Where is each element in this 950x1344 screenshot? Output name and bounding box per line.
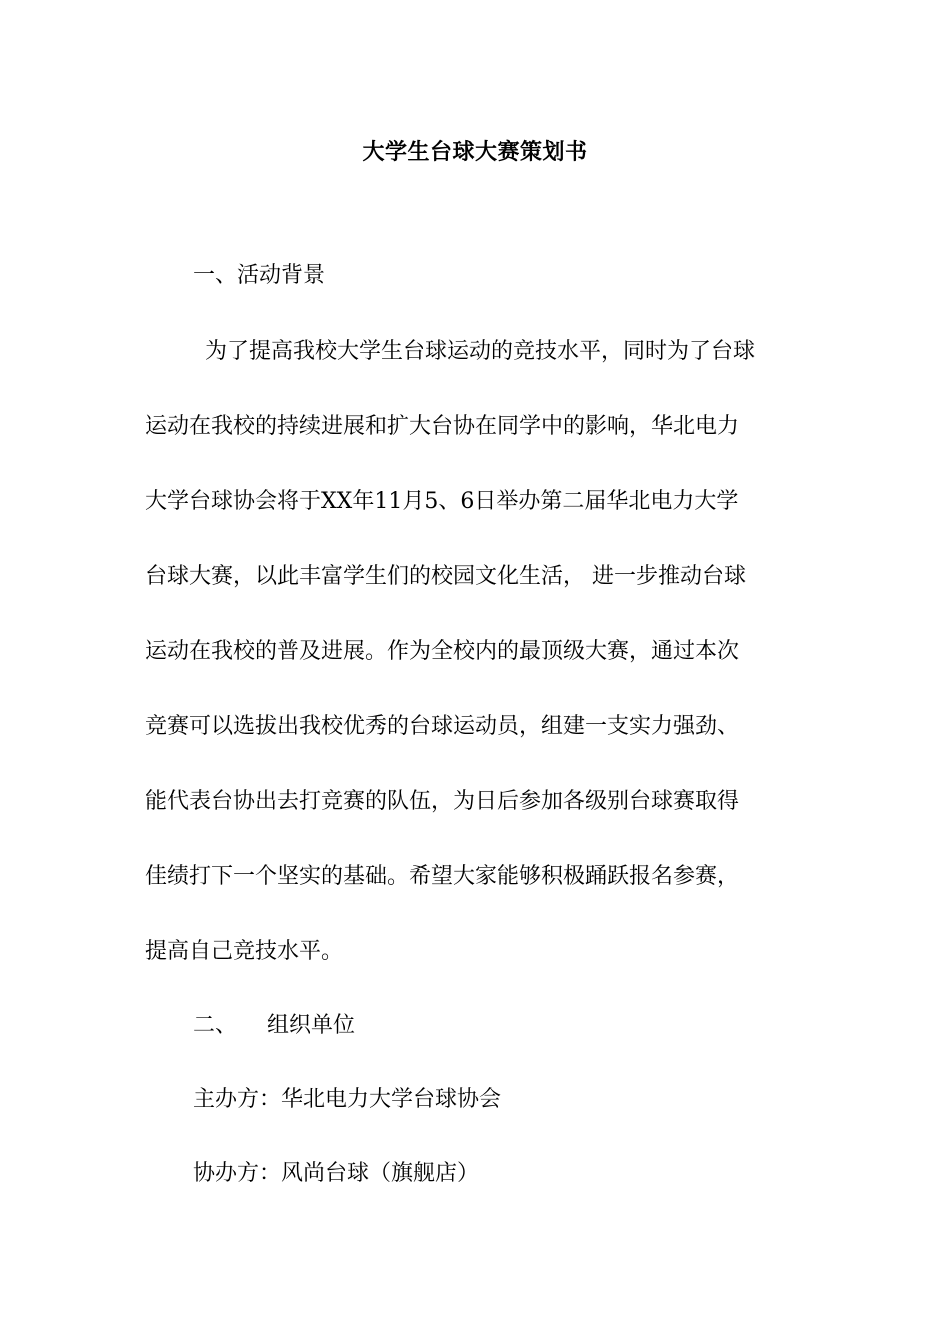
document-title: 大学生台球大赛策划书: [362, 139, 588, 165]
section-heading-number: 二、: [193, 1013, 238, 1038]
paragraph-line-6: 竞赛可以选拔出我校优秀的台球运动员，组建一支实力强劲、: [145, 714, 740, 739]
paragraph-line-7: 能代表台协出去打竞赛的队伍，为日后参加各级别台球赛取得: [145, 789, 740, 814]
cohost-line: 协办方：风尚台球（旗舰店）: [193, 1161, 480, 1186]
section-heading-text: 组织单位: [267, 1013, 356, 1038]
host-line: 主办方：华北电力大学台球协会: [193, 1087, 502, 1112]
paragraph-line-9: 提高自己竞技水平。: [145, 939, 344, 964]
paragraph-line-3: 大学台球协会将于XX年11月5、6日举办第二届华北电力大学: [145, 489, 739, 514]
paragraph-line-5: 运动在我校的普及进展。作为全校内的最顶级大赛，通过本次: [145, 639, 740, 664]
paragraph-line-8: 佳绩打下一个坚实的基础。希望大家能够积极踊跃报名参赛，: [145, 864, 740, 889]
background-paragraph: [145, 334, 810, 964]
section-heading-organizers: [193, 1008, 355, 1044]
paragraph-line-1: 为了提高我校大学生台球运动的竞技水平，同时为了台球: [205, 339, 756, 364]
section-heading-background: 一、活动背景: [193, 263, 326, 288]
paragraph-line-4: 台球大赛，以此丰富学生们的校园文化生活， 进一步推动台球: [145, 564, 746, 589]
paragraph-line-2: 运动在我校的持续进展和扩大台协在同学中的影响，华北电力: [145, 414, 740, 439]
